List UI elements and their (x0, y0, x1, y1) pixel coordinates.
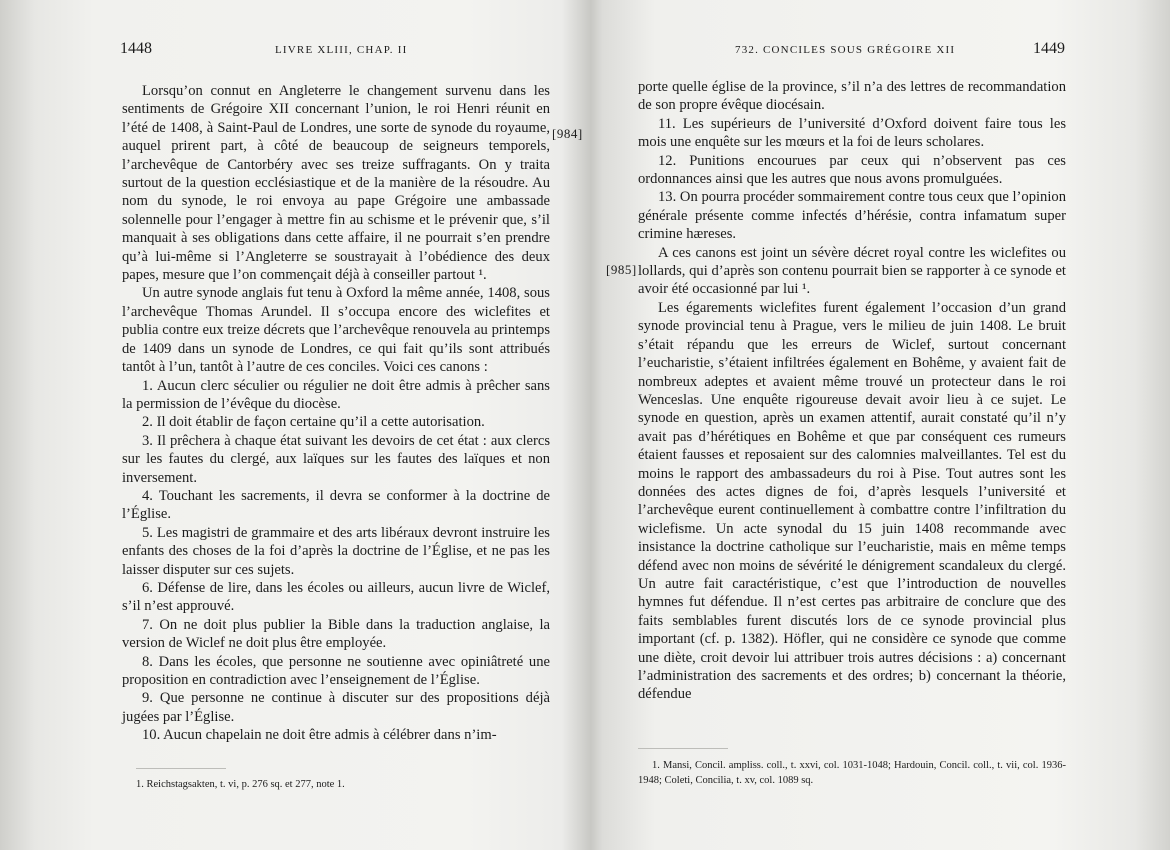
page-number: 1448 (120, 40, 152, 57)
paragraph: 1. Aucun clerc séculier ou régulier ne doit être admis à prêcher sans la permission de l’évêque du diocèse. (122, 377, 550, 412)
margin-note: [984] (552, 126, 583, 141)
paragraph: Un autre synode anglais fut tenu à Oxford la même année, 1408, sous l’archevêque Thomas Arundel. Il s’occupa encore des wiclefites et publia contre eux treize décrets que l’archevêque renouvela au printemps de 1409 dans un synode de Londres, ce qui fait qu’ils sont attribués tantôt à l’un, tantôt à l’autre de ces conciles. Voici ces canons : (122, 285, 550, 376)
paragraph: Lorsqu’on connut en Angleterre le changement survenu dans les sentiments de Grégoire XII concernant l’union, le roi Henri réunit en l’été de 1408, à Saint-Paul de Londres, une sorte de synode du royaume, auquel prirent part, à côté de beaucoup de seigneurs temporels, l’archevêque de Cantorbéry avec ses treize suffragants. On y traita surtout de la question ecclésiastique et de la manière de la résoudre. Au nom du synode, le roi envoya au pape Grégoire une ambassade solennelle pour l’engager à mettre fin au schisme et le prévenir que, s’il manquait à ses obligations dans cette affaire, il ne pourrait s’en prendre qu’à lui-même si l’Angleterre se soustrayait à l’obédience des deux papes, mesure que l’on commençait déjà à conseiller partout ¹. (122, 83, 550, 284)
paragraph: 3. Il prêchera à chaque état suivant les devoirs de cet état : aux clercs sur les fautes du clergé, aux laïques sur les fautes des laïques et non inversement. (122, 432, 550, 486)
paragraph-continuation: porte quelle église de la province, s’il n’a des lettres de recommandation de son propre évêque diocésain. (638, 79, 1066, 114)
footnote-rule (136, 768, 226, 769)
paragraph: 2. Il doit établir de façon certaine qu’il a cette autorisation. (142, 414, 485, 431)
right-page (600, 0, 1170, 850)
paragraph: 13. On pourra procéder sommairement contre tous ceux que l’opinion générale présente comme infectés d’hérésie, contra infamatum super crimine hæreses. (638, 189, 1066, 243)
paragraph: 8. Dans les écoles, que personne ne soutienne avec opiniâtreté une proposition en contradiction avec l’enseignement de l’Église. (122, 653, 550, 688)
running-head: 732. CONCILES SOUS GRÉGOIRE XII (735, 44, 956, 56)
page-number: 1449 (1033, 40, 1065, 57)
paragraph: 7. On ne doit plus publier la Bible dans la traduction anglaise, la version de Wiclef ne doit plus être employée. (122, 616, 550, 652)
running-head: LIVRE XLIII, CHAP. II (275, 44, 408, 56)
footnote: 1. Reichstagsakten, t. vi, p. 276 sq. et 277, note 1. (136, 779, 345, 790)
paragraph: 4. Touchant les sacrements, il devra se conformer à la doctrine de l’Église. (122, 487, 550, 523)
page-body (122, 82, 550, 745)
page-body (638, 78, 1066, 704)
paragraph: 10. Aucun chapelain ne doit être admis à célébrer dans n’im- (142, 727, 497, 744)
paragraph: Les égarements wiclefites furent également l’occasion d’un grand synode provincial tenu à Prague, vers le milieu de juin 1408. Le bruit s’était répandu que les erreurs de Wiclef, surtout concernant l’eucharistie, s’étaient infiltrées également en Bohême, y avaient fait de nombreux adeptes et avaient même trouvé un protecteur dans le roi Wenceslas. Une enquête rigoureuse devait avoir lieu à ce sujet. Le synode en question, après un examen attentif, aurait constaté qu’il n’y avait pas d’hérétiques en Bohême et que par conséquent ces rumeurs étaient fausses et reposaient sur des calomnies malveillantes. Tel est du moins le rapport des ambassadeurs du roi à Pise. Tout autres sont les données des actes dignes de foi, d’après lesquels l’université et l’archevêque eurent continuellement à combattre contre l’infiltration du wiclefisme. Un acte synodal du 15 juin 1408 recommande avec insistance la doctrine catholique sur l’eucharistie, mais en même temps défend avec non moins de sévérité le dénigrement scandaleux du clergé. Un autre fait caractéristique, c’est que l’introduction de nouvelles hymnes fut défendue. Il n’est certes pas arbitraire de conclure que des faits semblables furent discutés lors de ce synode provincial plus important (cf. p. 1382). Höfler, qui ne considère ce synode que comme une diète, croit devoir lui attribuer trois autres décisions : a) concernant l’administration des sacrements et des ordres; b) concernant la théorie, défendue (638, 299, 1066, 703)
paragraph: 11. Les supérieurs de l’université d’Oxford doivent faire tous les mois une enquête sur les mœurs et la foi de leurs scholares. (638, 115, 1066, 151)
paragraph: 9. Que personne ne continue à discuter sur des propositions déjà jugées par l’Église. (122, 690, 550, 725)
footnote: 1. Mansi, Concil. ampliss. coll., t. xxvi, col. 1031-1048; Hardouin, Concil. coll., t. vii, col. 1936-1948; Coleti, Concilia, t. xv, col. 1089 sq. (638, 760, 1066, 786)
paragraph: 12. Punitions encourues par ceux qui n’observent pas ces ordonnances ainsi que les autres que nous avons promulguées. (638, 152, 1066, 188)
paragraph: 6. Défense de lire, dans les écoles ou ailleurs, aucun livre de Wiclef, s’il n’est approuvé. (122, 579, 550, 615)
footnote-rule (638, 748, 728, 749)
margin-note: [985] (606, 262, 637, 277)
paragraph: 5. Les magistri de grammaire et des arts libéraux devront instruire les enfants des choses de la foi d’après la doctrine de l’Église, et ne pas les laisser disputer sur ces sujets. (122, 524, 550, 578)
paragraph: A ces canons est joint un sévère décret royal contre les wiclefites ou lollards, qui d’après son contenu pourrait bien se rapporter à ce synode et avoir été occasionné par lui ¹. (638, 244, 1066, 298)
